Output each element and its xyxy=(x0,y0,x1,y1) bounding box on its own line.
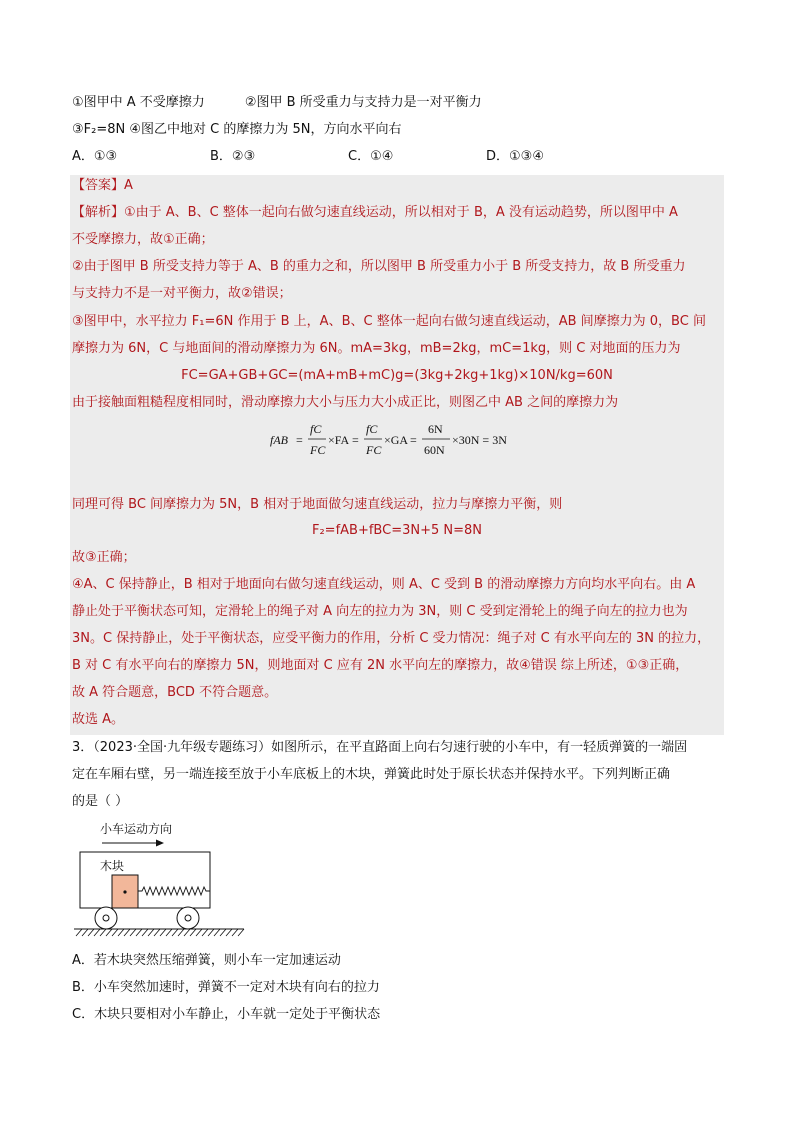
formula-fa: ×FA xyxy=(328,433,350,447)
svg-text:=: = xyxy=(296,433,303,447)
question-3-line: 定在车厢右壁，另一端连接至放于小车底板上的木块，弹簧此时处于原长状态并保持水平。下列判断正确 xyxy=(72,767,671,782)
cart-diagram xyxy=(72,818,252,943)
friction-formula xyxy=(268,418,528,462)
formula-f2: F₂=fAB+fBC=3N+5 N=8N xyxy=(311,523,482,538)
question-3-line: 的是（ ） xyxy=(72,794,129,809)
option-c: C．①④ xyxy=(348,149,394,164)
wheel-right xyxy=(177,907,199,929)
analysis-line: 故③正确； xyxy=(72,550,136,565)
analysis-line: ④A、C 保持静止，B 相对于地面向右做匀速直线运动，则 A、C 受到 B 的滑动摩擦力方向均水平向右。由 A xyxy=(72,577,696,592)
statement-2: ②图甲 B 所受重力与支持力是一对平衡力 xyxy=(244,95,482,110)
question-3-line: 3．（2023·全国·九年级专题练习）如图所示，在平直路面上向右匀速行驶的小车中，有一轻质弹簧的一端固 xyxy=(72,740,688,755)
option-d: D．①③④ xyxy=(486,149,544,164)
formula-lhs: fAB xyxy=(270,433,288,447)
statement-line-2: ③F₂=8N ④图乙中地对 C 的摩擦力为 5N，方向水平向右 xyxy=(72,122,402,137)
choice-b: B．小车突然加速时，弹簧不一定对木块有向右的拉力 xyxy=(72,980,380,995)
formula-ga: ×GA xyxy=(384,433,409,447)
analysis-line: 摩擦力为 6N，C 与地面间的滑动摩擦力为 6N。mA=3kg，mB=2kg，mC=1kg，则 C 对地面的压力为 xyxy=(72,341,681,356)
analysis-line: 由于接触面粗糙程度相同时，滑动摩擦力大小与压力大小成正比，则图乙中 AB 之间的摩擦力为 xyxy=(72,395,619,410)
svg-text:=: = xyxy=(352,433,359,447)
direction-arrow xyxy=(102,840,164,847)
formula-num: 6N xyxy=(428,422,443,436)
formula-den: 60N xyxy=(424,443,445,457)
analysis-line: 【解析】①由于 A、B、C 整体一起向右做匀速直线运动，所以相对于 B，A 没有运动趋势，所以图甲中 A xyxy=(72,205,678,220)
option-b: B．②③ xyxy=(210,149,256,164)
analysis-line: ③图甲中，水平拉力 F₁=6N 作用于 B 上，A、B、C 整体一起向右做匀速直线运动，AB 间摩擦力为 0，BC 间 xyxy=(72,314,706,329)
option-a: A．①③ xyxy=(72,149,118,164)
analysis-line: ②由于图甲 B 所受支持力等于 A、B 的重力之和，所以图甲 B 所受重力小于 B 所受支持力，故 B 所受重力 xyxy=(72,259,686,274)
analysis-line: 与支持力不是一对平衡力，故②错误； xyxy=(72,286,292,301)
svg-text:=: = xyxy=(410,433,417,447)
analysis-line: 故选 A。 xyxy=(72,712,125,727)
direction-label: 小车运动方向 xyxy=(100,822,173,836)
answer-label: 【答案】A xyxy=(72,178,133,193)
formula-num: fC xyxy=(310,422,322,436)
formula-tail: ×30N = 3N xyxy=(452,433,507,447)
statement-line-1 xyxy=(72,93,482,113)
analysis-line: 静止处于平衡状态可知，定滑轮上的绳子对 A 向左的拉力为 3N，则 C 受到定滑轮上的绳子向左的拉力也为 xyxy=(72,604,688,619)
formula-num: fC xyxy=(366,422,378,436)
formula-den: FC xyxy=(310,443,326,457)
choice-c: C．木块只要相对小车静止，小车就一定处于平衡状态 xyxy=(72,1007,381,1022)
analysis-line: 不受摩擦力，故①正确； xyxy=(72,232,214,247)
formula-den: FC xyxy=(366,443,382,457)
block-label: 木块 xyxy=(100,859,125,873)
choice-a: A．若木块突然压缩弹簧，则小车一定加速运动 xyxy=(72,953,341,968)
analysis-line: B 对 C 有水平向右的摩擦力 5N，则地面对 C 应有 2N 水平向左的摩擦力，故④错误 综上所述，①③正确， xyxy=(72,658,689,673)
analysis-line: 同理可得 BC 间摩擦力为 5N，B 相对于地面做匀速直线运动，拉力与摩擦力平衡，则 xyxy=(72,497,563,512)
formula-pressure: FC=GA+GB+GC=(mA+mB+mC)g=(3kg+2kg+1kg)×10N/kg=60N xyxy=(181,368,613,383)
analysis-line: 3N。C 保持静止，处于平衡状态，应受平衡力的作用，分析 C 受力情况：绳子对 C 有水平向左的 3N 的拉力， xyxy=(72,631,711,646)
wheel-left xyxy=(95,907,117,929)
ground xyxy=(74,929,244,936)
statement-1: ①图甲中 A 不受摩擦力 xyxy=(72,95,205,110)
analysis-line: 故 A 符合题意，BCD 不符合题意。 xyxy=(72,685,278,700)
